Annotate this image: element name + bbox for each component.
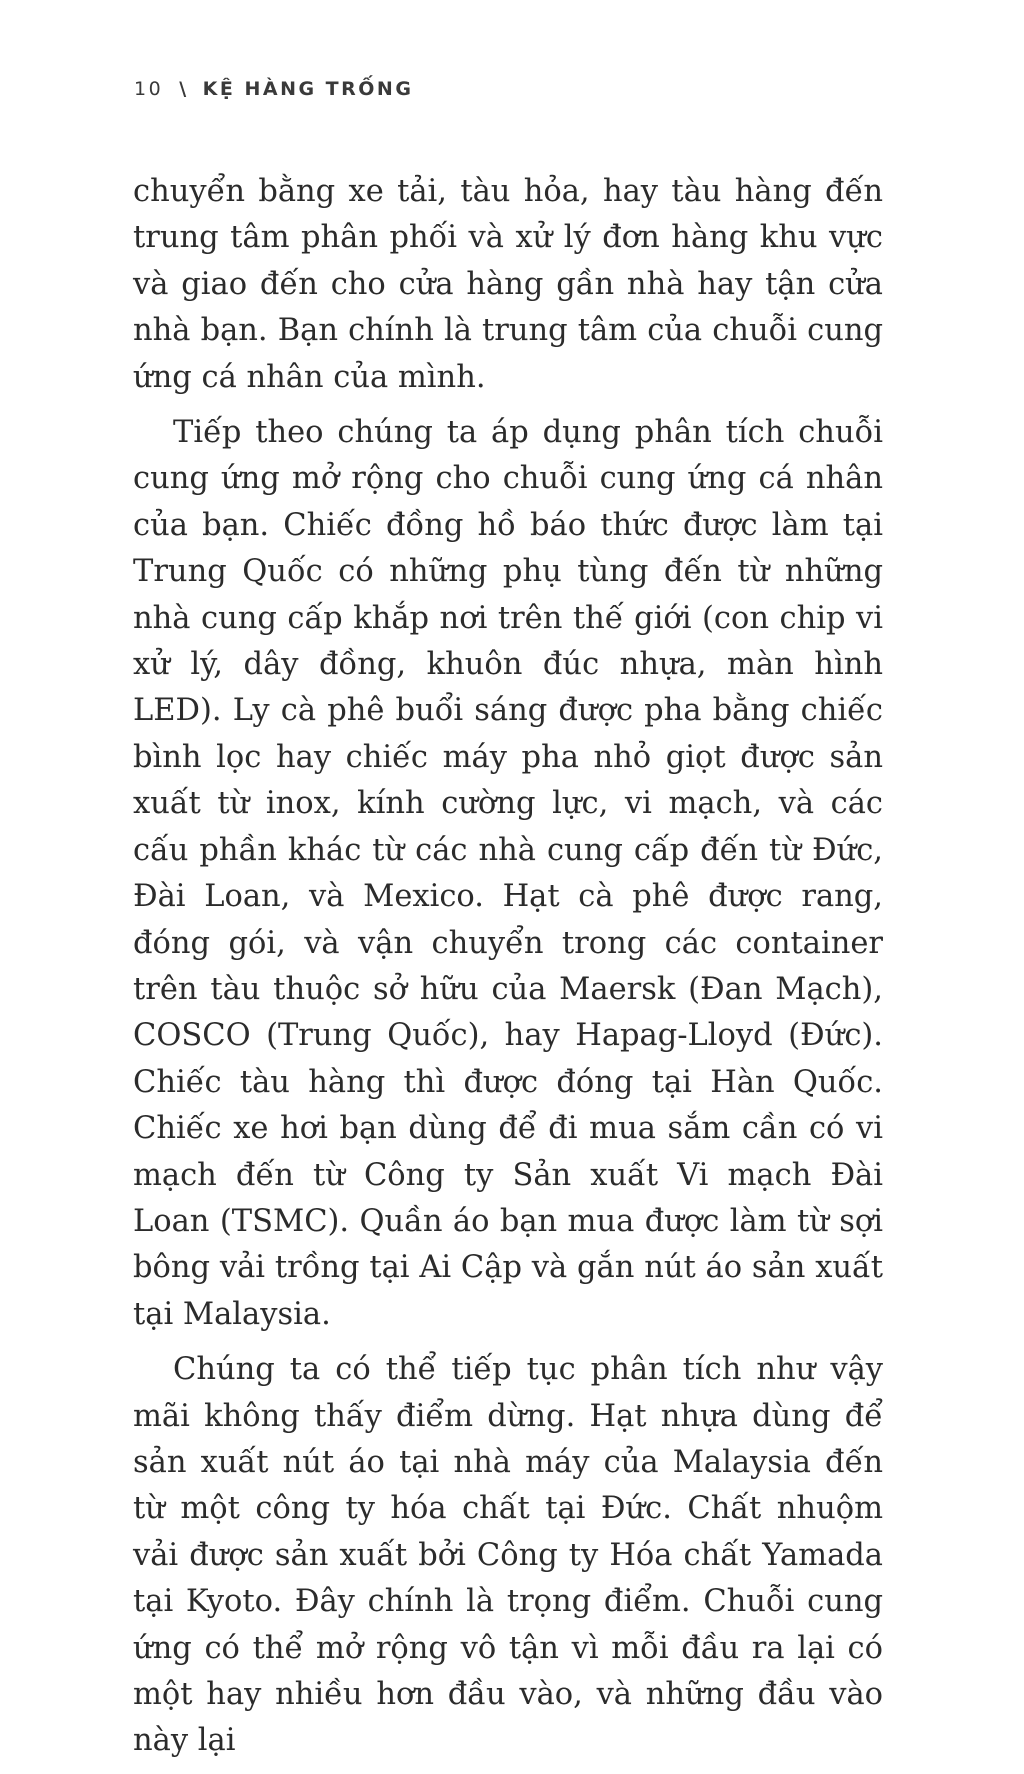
book-title: KỆ HÀNG TRỐNG: [202, 78, 414, 100]
running-header: [134, 78, 413, 100]
page-number: 10: [134, 78, 164, 100]
paragraph-continued: chuyển bằng xe tải, tàu hỏa, hay tàu hàng đến trung tâm phân phối và xử lý đơn hàng khu vực và giao đến cho cửa hàng gần nhà hay tận cửa nhà bạn. Bạn chính là trung tâm của chuỗi cung ứng cá nhân của mình.: [133, 174, 883, 395]
body-text: [133, 169, 883, 1774]
header-separator: \: [179, 78, 189, 100]
paragraph: Tiếp theo chúng ta áp dụng phân tích chuỗi cung ứng mở rộng cho chuỗi cung ứng cá nhân của bạn. Chiếc đồng hồ báo thức được làm tại Trung Quốc có những phụ tùng đến từ những nhà cung cấp khắp nơi trên thế giới (con chip vi xử lý, dây đồng, khuôn đúc nhựa, màn hình LED). Ly cà phê buổi sáng được pha bằng chiếc bình lọc hay chiếc máy pha nhỏ giọt được sản xuất từ inox, kính cường lực, vi mạch, và các cấu phần khác từ các nhà cung cấp đến từ Đức, Đài Loan, và Mexico. Hạt cà phê được rang, đóng gói, và vận chuyển trong các container trên tàu thuộc sở hữu của Maersk (Đan Mạch), COSCO (Trung Quốc), hay Hapag-Lloyd (Đức). Chiếc tàu hàng thì được đóng tại Hàn Quốc. Chiếc xe hơi bạn dùng để đi mua sắm cần có vi mạch đến từ Công ty Sản xuất Vi mạch Đài Loan (TSMC). Quần áo bạn mua được làm từ sợi bông vải trồng tại Ai Cập và gắn nút áo sản xuất tại Malaysia.: [133, 415, 883, 1332]
paragraph: Chúng ta có thể tiếp tục phân tích như vậy mãi không thấy điểm dừng. Hạt nhựa dùng để sản xuất nút áo tại nhà máy của Malaysia đến từ một công ty hóa chất tại Đức. Chất nhuộm vải được sản xuất bởi Công ty Hóa chất Yamada tại Kyoto. Đây chính là trọng điểm. Chuỗi cung ứng có thể mở rộng vô tận vì mỗi đầu ra lại có một hay nhiều hơn đầu vào, và những đầu vào này lại: [133, 1352, 883, 1759]
